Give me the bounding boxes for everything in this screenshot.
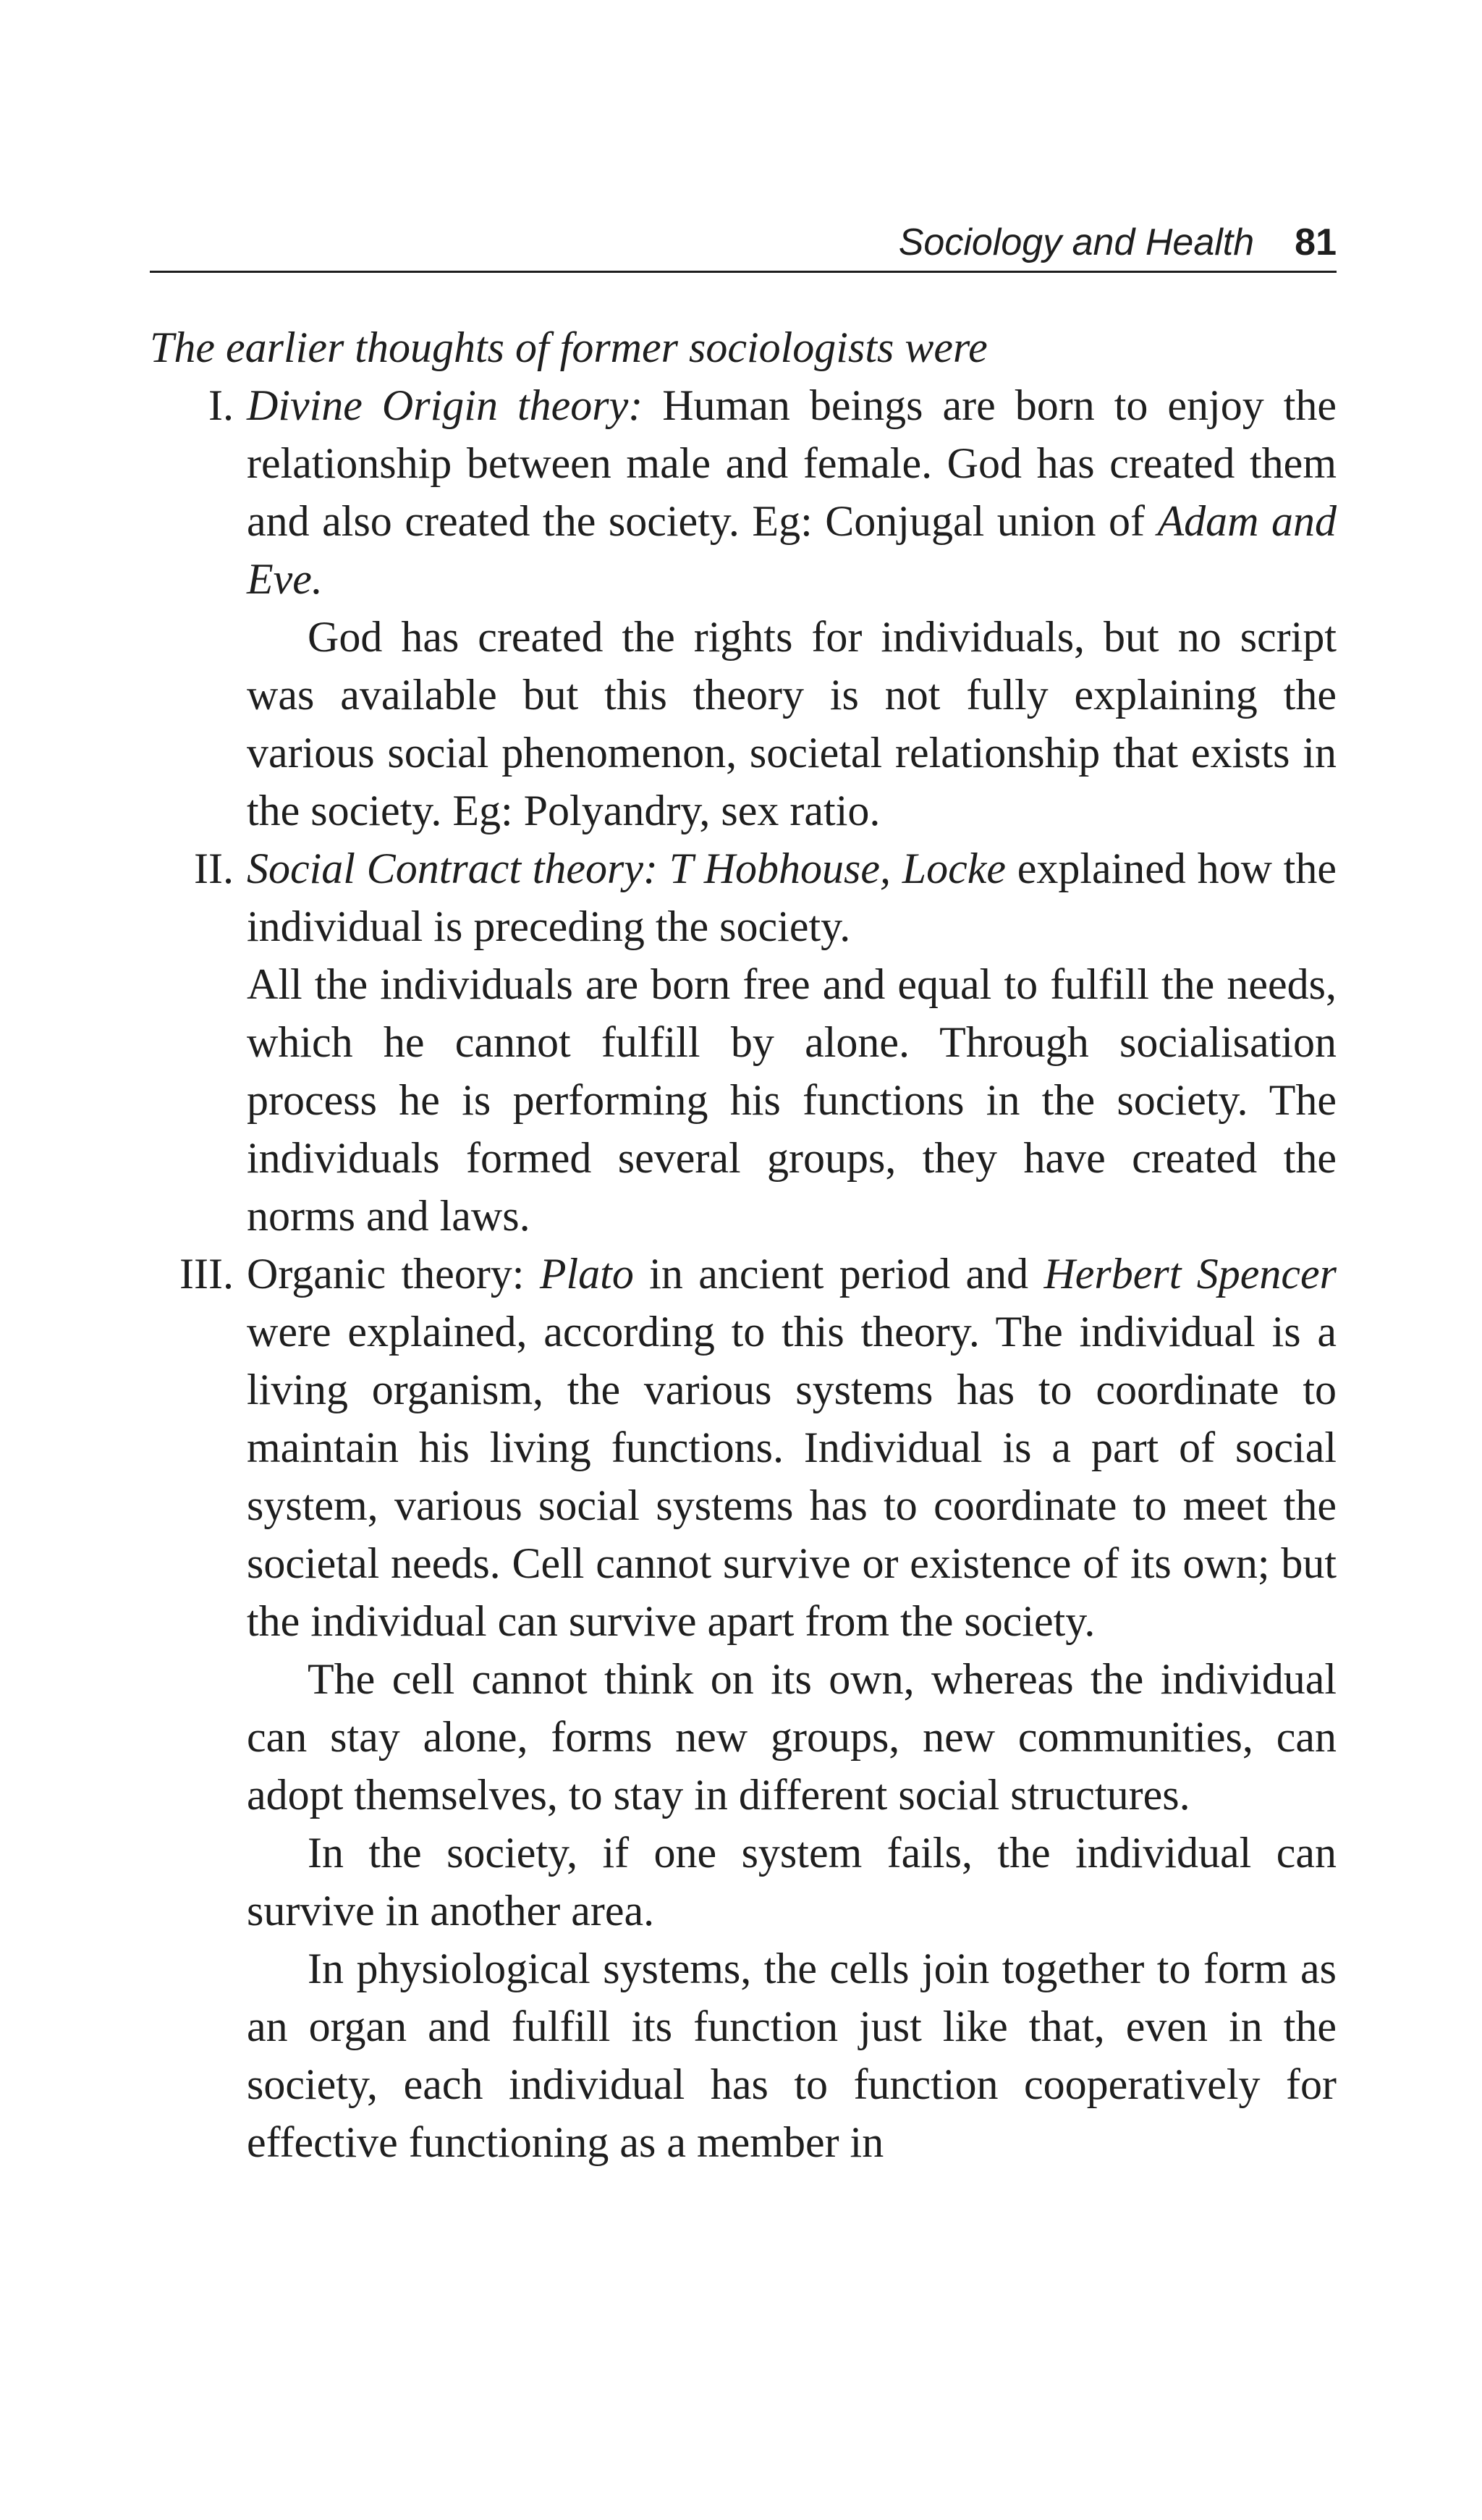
item-paragraph: The cell cannot think on its own, whereas the individual can stay alone, forms new groups, new communities, can adopt themselves, to stay in different social structures. [247, 1655, 1337, 1819]
theory-title: Organic theory: [247, 1250, 540, 1298]
page-header [150, 214, 1337, 273]
item-paragraph: In the society, if one system fails, the individual can survive in another area. [247, 1829, 1337, 1935]
intro-line: The earlier thoughts of former sociologists were [150, 324, 988, 371]
item-text: were explained, according to this theory. The individual is a living organism, the various systems has to coordinate to maintain his living functions. Individual is a part of social system, various social systems has to coordinate to meet the societal needs. Cell cannot survive or existence of its own; but the individual can survive apart from the society. [247, 1308, 1337, 1645]
italic-example: Adam and Eve. [247, 497, 1337, 603]
item-lead-paragraph [247, 1245, 1337, 1650]
page-number: 81 [1295, 221, 1337, 263]
list-numeral: I. [208, 381, 234, 429]
item-lead-paragraph [247, 840, 1337, 955]
item-paragraph: In physiological systems, the cells join together to form as an organ and fulfill its function just like that, even in the society, each individual has to function cooperatively for effective functioning as a member in [247, 1945, 1337, 2166]
running-title: Sociology and Health [898, 221, 1255, 263]
list-numeral: II. [194, 845, 234, 892]
item-lead-paragraph [247, 376, 1337, 608]
theory-title: Social Contract theory: T Hobhouse, Locke [247, 845, 1006, 892]
item-paragraph: All the individuals are born free and equal to fulfill the needs, which he cannot fulfill by alone. Through socialisation process he is performing his functions in the society. The individuals formed several groups, they have created the norms and laws. [247, 960, 1337, 1240]
theory-title: Divine Origin theory: [247, 381, 643, 429]
item-text: Human beings are born to enjoy the relationship between male and female. God has created them and also created the society. Eg: Conjugal union of [247, 381, 1337, 545]
list-numeral: III. [179, 1250, 234, 1298]
item-text: explained how the individual is preceding the society. [247, 845, 1337, 950]
body-text [150, 318, 1337, 2171]
item-text: in ancient period and [633, 1250, 1044, 1298]
item-paragraph: God has created the rights for individuals, but no script was available but this theory is not fully explaining the various social phenomenon, societal relationship that exists in the society. Eg: Polyandry, sex ratio. [247, 613, 1337, 834]
author-name: Plato [539, 1250, 634, 1298]
list-item-divine-origin [150, 376, 1337, 840]
author-name: Herbert Spencer [1043, 1250, 1337, 1298]
list-item-organic-theory [150, 1245, 1337, 2171]
list-item-social-contract [150, 840, 1337, 1245]
